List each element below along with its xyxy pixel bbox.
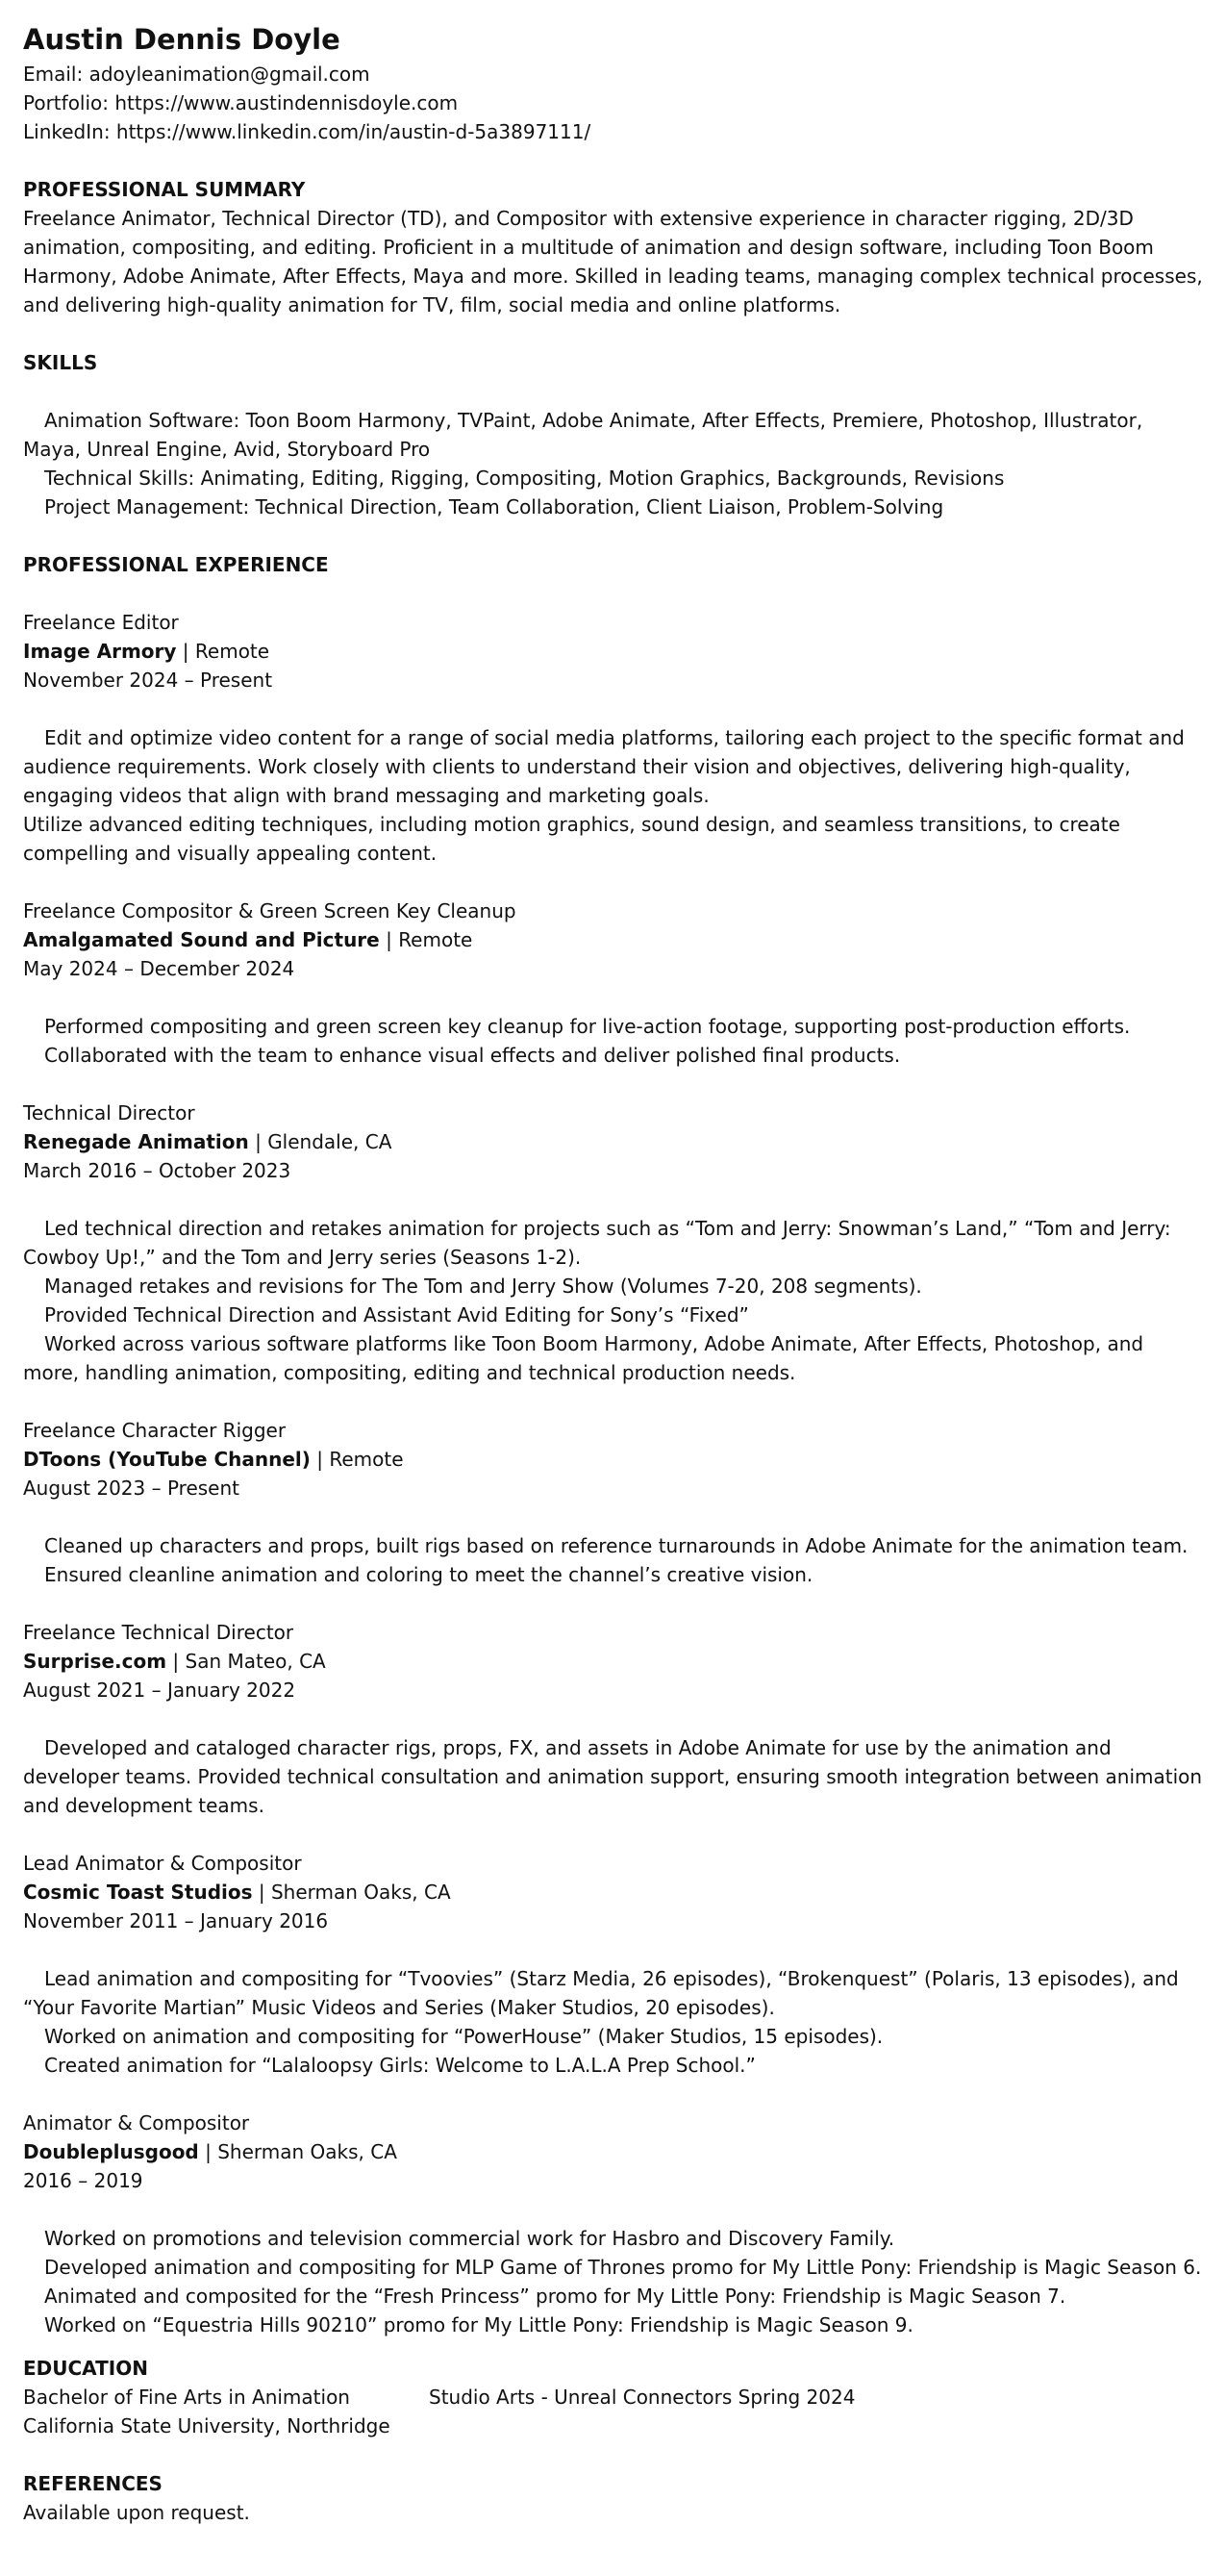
skill-item: Technical Skills: Animating, Editing, Rigging, Compositing, Motion Graphics, Backgrounds, Revisions [44, 467, 1005, 490]
job-dates: March 2016 – October 2023 [23, 1159, 291, 1182]
job-bullet: Edit and optimize video content for a range of social media platforms, tailoring each project to the specific format and audience requirements. Work closely with clients to understand their vision and objectives, delivering high-quality, engaging videos that align with brand messaging and marketing goals. [23, 726, 1185, 807]
contact-email: Email: adoyleanimation@gmail.com [23, 63, 370, 86]
job-bullet: Worked across various software platforms like Toon Boom Harmony, Adobe Animate, After Effects, Photoshop, and more, handling animation, compositing, editing and technical production needs. [23, 1332, 1144, 1384]
job-company: Doubleplusgood [23, 2140, 199, 2163]
job-bullet: Developed animation and compositing for MLP Game of Thrones promo for My Little Pony: Friendship is Magic Season 6. [44, 2256, 1202, 2279]
job-company-line [23, 925, 1203, 954]
job-dates: August 2021 – January 2022 [23, 1679, 296, 1702]
job-bullet: Animated and composited for the “Fresh Princess” promo for My Little Pony: Friendship is Magic Season 7. [44, 2285, 1066, 2308]
job-company-line [23, 1878, 1203, 1907]
resume-name: Austin Dennis Doyle [23, 23, 340, 56]
skill-item: Project Management: Technical Direction, Team Collaboration, Client Liaison, Problem-Solving [44, 495, 944, 518]
summary-heading: PROFESSIONAL SUMMARY [23, 178, 306, 201]
job-company-line [23, 1445, 1203, 1474]
summary-text: Freelance Animator, Technical Director (TD), and Compositor with extensive experience in character rigging, 2D/3D animation, compositing, and editing. Proficient in a multitude of animation and design software, including Toon Boom Harmony, Adobe Animate, After Effects, Maya and more. Skilled in leading teams, managing complex technical processes, and delivering high-quality animation for TV, film, social media and online platforms. [23, 207, 1203, 316]
job-entry [23, 2080, 1203, 2339]
references-text: Available upon request. [23, 2501, 250, 2524]
job-title: Freelance Compositor & Green Screen Key Cleanup [23, 899, 516, 922]
job-location: | Remote [310, 1448, 404, 1471]
job-title: Lead Animator & Compositor [23, 1852, 302, 1875]
job-dates: August 2023 – Present [23, 1477, 239, 1500]
job-bullet: Lead animation and compositing for “Tvoovies” (Starz Media, 26 episodes), “Brokenquest” (Polaris, 13 episodes), and “Your Favorite Martian” Music Videos and Series (Maker Studios, 20 episodes). [23, 1967, 1179, 2019]
job-bullet: Worked on “Equestria Hills 90210” promo for My Little Pony: Friendship is Magic Season 9. [44, 2313, 913, 2336]
job-entry [23, 868, 1203, 1070]
job-bullet: Utilize advanced editing techniques, including motion graphics, sound design, and seamless transitions, to create compelling and visually appealing content. [23, 813, 1120, 865]
job-bullet: Performed compositing and green screen key cleanup for live-action footage, supporting post-production efforts. [44, 1015, 1131, 1038]
references-heading: REFERENCES [23, 2472, 163, 2495]
job-bullet: Provided Technical Direction and Assistant Avid Editing for Sony’s “Fixed” [44, 1303, 749, 1326]
job-location: | Remote [379, 928, 473, 951]
job-entry [23, 1387, 1203, 1589]
job-location: | Sherman Oaks, CA [198, 2140, 397, 2163]
job-entry [23, 579, 1203, 868]
skills-heading: SKILLS [23, 351, 98, 374]
job-bullet: Ensured cleanline animation and coloring to meet the channel’s creative vision. [44, 1563, 813, 1586]
job-title: Technical Director [23, 1101, 195, 1124]
experience-heading: PROFESSIONAL EXPERIENCE [23, 553, 329, 576]
job-company-line [23, 2137, 1203, 2166]
contact-portfolio: Portfolio: https://www.austindennisdoyle.com [23, 91, 459, 114]
job-title: Freelance Editor [23, 611, 179, 634]
job-company: Renegade Animation [23, 1130, 249, 1153]
job-company: DToons (YouTube Channel) [23, 1448, 311, 1471]
education-degree: Bachelor of Fine Arts in Animation [23, 2386, 350, 2409]
education-other: Studio Arts - Unreal Connectors Spring 2024 [429, 2386, 856, 2409]
job-bullet: Cleaned up characters and props, built rigs based on reference turnarounds in Adobe Animate for the animation team. [44, 1534, 1188, 1557]
job-bullet: Collaborated with the team to enhance visual effects and deliver polished final products. [44, 1044, 901, 1067]
job-bullet: Led technical direction and retakes animation for projects such as “Tom and Jerry: Snowman’s Land,” “Tom and Jerry: Cowboy Up!,” and the Tom and Jerry series (Seasons 1-2). [23, 1217, 1171, 1269]
job-dates: November 2024 – Present [23, 669, 273, 692]
job-bullet: Worked on animation and compositing for “PowerHouse” (Maker Studios, 15 episodes). [44, 2025, 884, 2048]
job-bullet: Created animation for “Lalaloopsy Girls: Welcome to L.A.L.A Prep School.” [44, 2054, 756, 2077]
job-location: | Sherman Oaks, CA [252, 1881, 451, 1904]
job-location: | San Mateo, CA [166, 1650, 326, 1673]
job-bullet: Developed and cataloged character rigs, props, FX, and assets in Adobe Animate for use by the animation and developer teams. Provided technical consultation and animation support, ensuring smooth integration between animation and development teams. [23, 1736, 1203, 1817]
job-company: Image Armory [23, 640, 177, 663]
job-entry [23, 1820, 1203, 2080]
job-bullet: Worked on promotions and television commercial work for Hasbro and Discovery Family. [44, 2227, 895, 2250]
education-heading: EDUCATION [23, 2357, 148, 2380]
job-company-line [23, 1127, 1203, 1156]
education-row [23, 2383, 1203, 2440]
job-bullet: Managed retakes and revisions for The Tom and Jerry Show (Volumes 7-20, 208 segments). [44, 1275, 922, 1298]
job-entry [23, 1589, 1203, 1820]
education-other-block [429, 2383, 855, 2440]
job-entry [23, 1070, 1203, 1387]
skill-item: Animation Software: Toon Boom Harmony, TVPaint, Adobe Animate, After Effects, Premiere, Photoshop, Illustrator, Maya, Unreal Engine, Avid, Storyboard Pro [23, 409, 1143, 461]
job-company-line [23, 1647, 1203, 1676]
job-dates: November 2011 – January 2016 [23, 1909, 329, 1932]
contact-linkedin: LinkedIn: https://www.linkedin.com/in/austin-d-5a3897111/ [23, 120, 591, 143]
job-company-line [23, 637, 1203, 666]
job-location: | Remote [176, 640, 270, 663]
job-dates: 2016 – 2019 [23, 2169, 143, 2192]
job-title: Freelance Character Rigger [23, 1419, 287, 1442]
job-company: Cosmic Toast Studios [23, 1881, 253, 1904]
job-company: Surprise.com [23, 1650, 167, 1673]
job-dates: May 2024 – December 2024 [23, 957, 295, 980]
education-degree-block [23, 2383, 429, 2440]
education-school: California State University, Northridge [23, 2414, 390, 2437]
job-location: | Glendale, CA [248, 1130, 392, 1153]
job-title: Animator & Compositor [23, 2111, 250, 2134]
job-company: Amalgamated Sound and Picture [23, 928, 380, 951]
experience-list [23, 579, 1203, 2339]
job-title: Freelance Technical Director [23, 1621, 294, 1644]
